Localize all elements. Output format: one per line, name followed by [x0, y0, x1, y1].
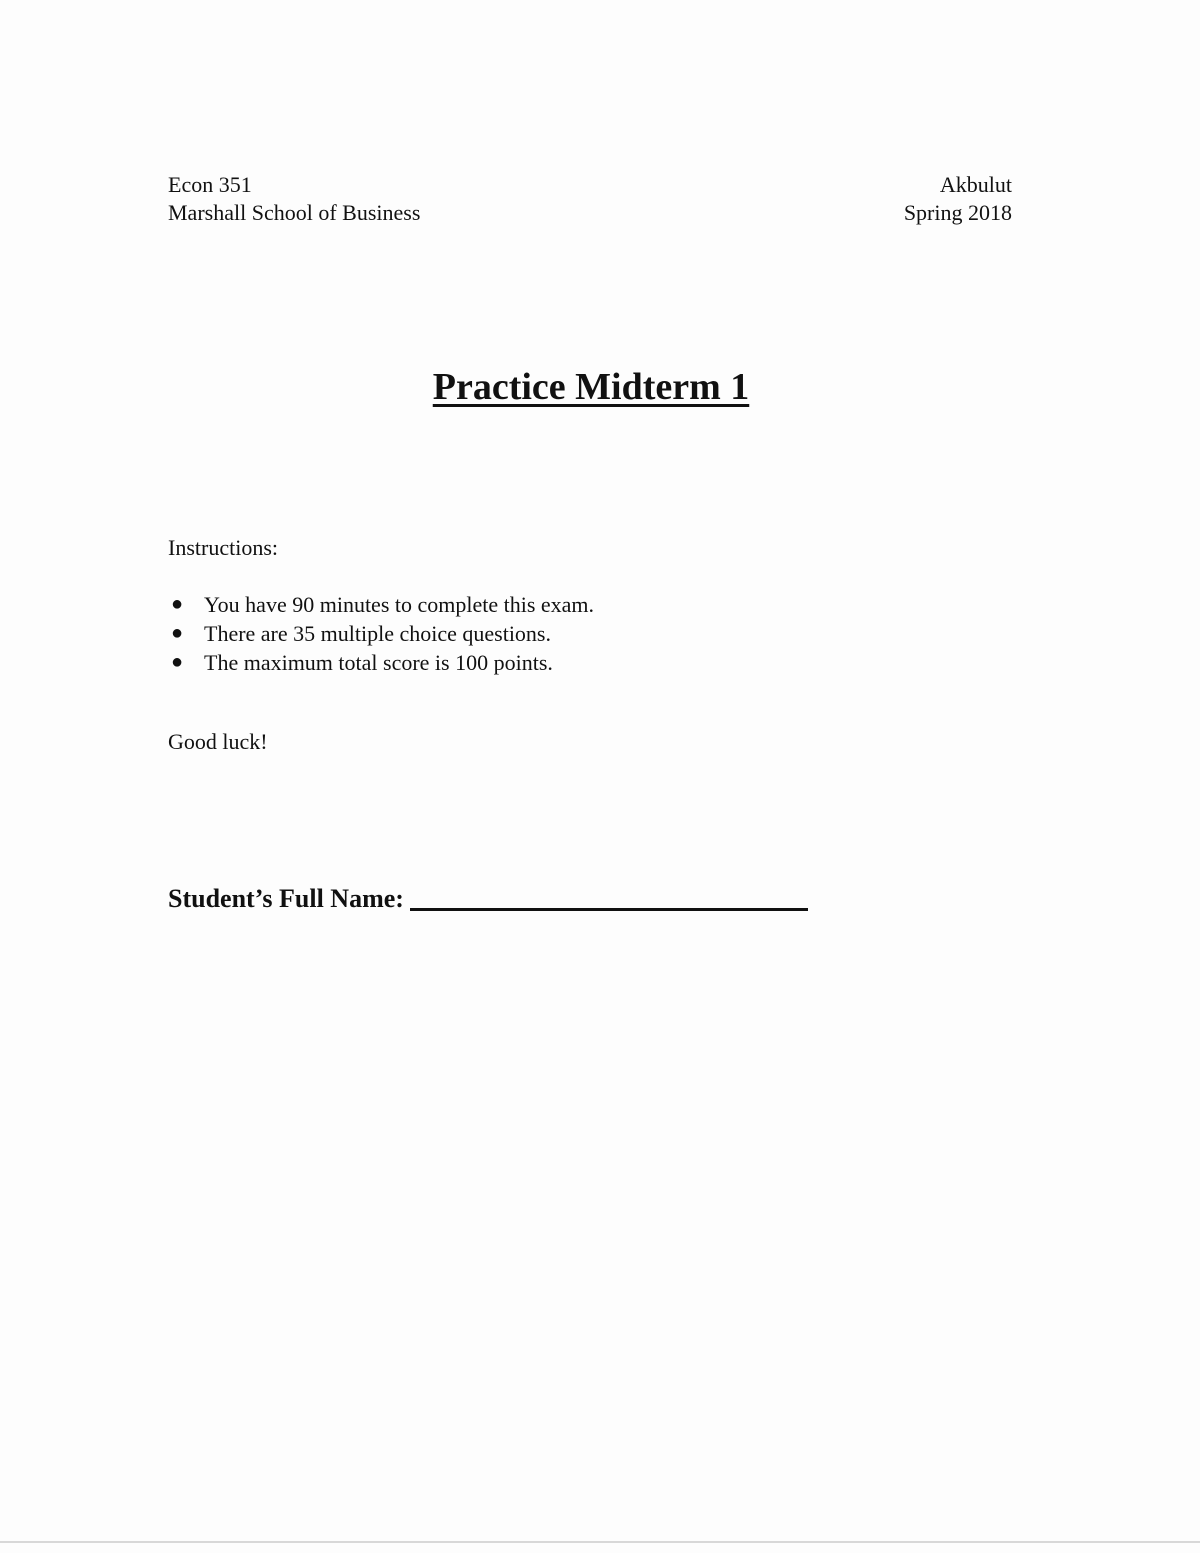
closing-text: Good luck! — [168, 729, 268, 754]
instructions-label: Instructions: — [168, 535, 278, 560]
instructions-list — [168, 590, 594, 677]
bullet-icon: ● — [171, 651, 184, 673]
student-name-label: Student’s Full Name: — [168, 884, 404, 913]
page-title-text: Practice Midterm 1 — [432, 366, 750, 408]
bullet-icon: ● — [171, 593, 184, 615]
header-left — [168, 171, 420, 227]
school-name: Marshall School of Business — [168, 200, 421, 225]
instruction-text: There are 35 multiple choice questions. — [204, 621, 551, 646]
scan-edge-divider — [0, 1541, 1200, 1543]
bullet-icon: ● — [171, 622, 184, 644]
instruction-text: The maximum total score is 100 points. — [204, 650, 553, 675]
student-name-field[interactable] — [410, 884, 808, 911]
list-item — [168, 590, 594, 619]
list-item — [168, 619, 594, 648]
instructor-name: Akbulut — [939, 172, 1012, 197]
list-item — [168, 648, 594, 677]
header-right — [904, 171, 1012, 227]
instruction-text: You have 90 minutes to complete this exam. — [204, 592, 595, 617]
student-name-row — [168, 880, 808, 915]
course-code: Econ 351 — [168, 172, 252, 197]
term: Spring 2018 — [903, 200, 1012, 225]
page-title — [0, 364, 1182, 410]
